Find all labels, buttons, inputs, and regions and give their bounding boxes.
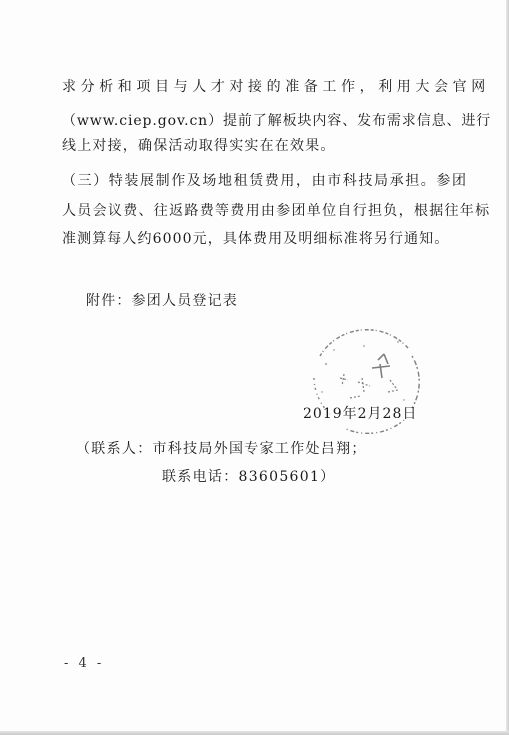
page-number: - 4 - <box>64 656 105 671</box>
contact-phone-line: 联系电话：83605601） <box>162 469 336 485</box>
scan-edge-bottom <box>0 731 509 735</box>
contact-person-line: （联系人：市科技局外国专家工作处吕翔； <box>76 441 367 457</box>
paragraph-line-6: 准测算每人约6000元，具体费用及明细标准将另行通知。 <box>62 231 450 247</box>
paragraph-line-5: 人员会议费、往返路费等费用由参团单位自行担负，根据往年标 <box>62 203 491 219</box>
attachment-line: 附件：参团人员登记表 <box>86 293 238 309</box>
document-date: 2019年2月28日 <box>303 406 418 422</box>
paragraph-line-4: （三）特装展制作及场地租赁费用，由市科技局承担。参团 <box>62 173 468 189</box>
paragraph-line-3: 线上对接，确保活动取得实实在在效果。 <box>62 138 336 154</box>
paragraph-line-2: （www.ciep.gov.cn）提前了解板块内容、发布需求信息、进行 <box>62 113 492 129</box>
paragraph-line-1: 求分析和项目与人才对接的准备工作，利用大会官网 <box>62 79 490 95</box>
